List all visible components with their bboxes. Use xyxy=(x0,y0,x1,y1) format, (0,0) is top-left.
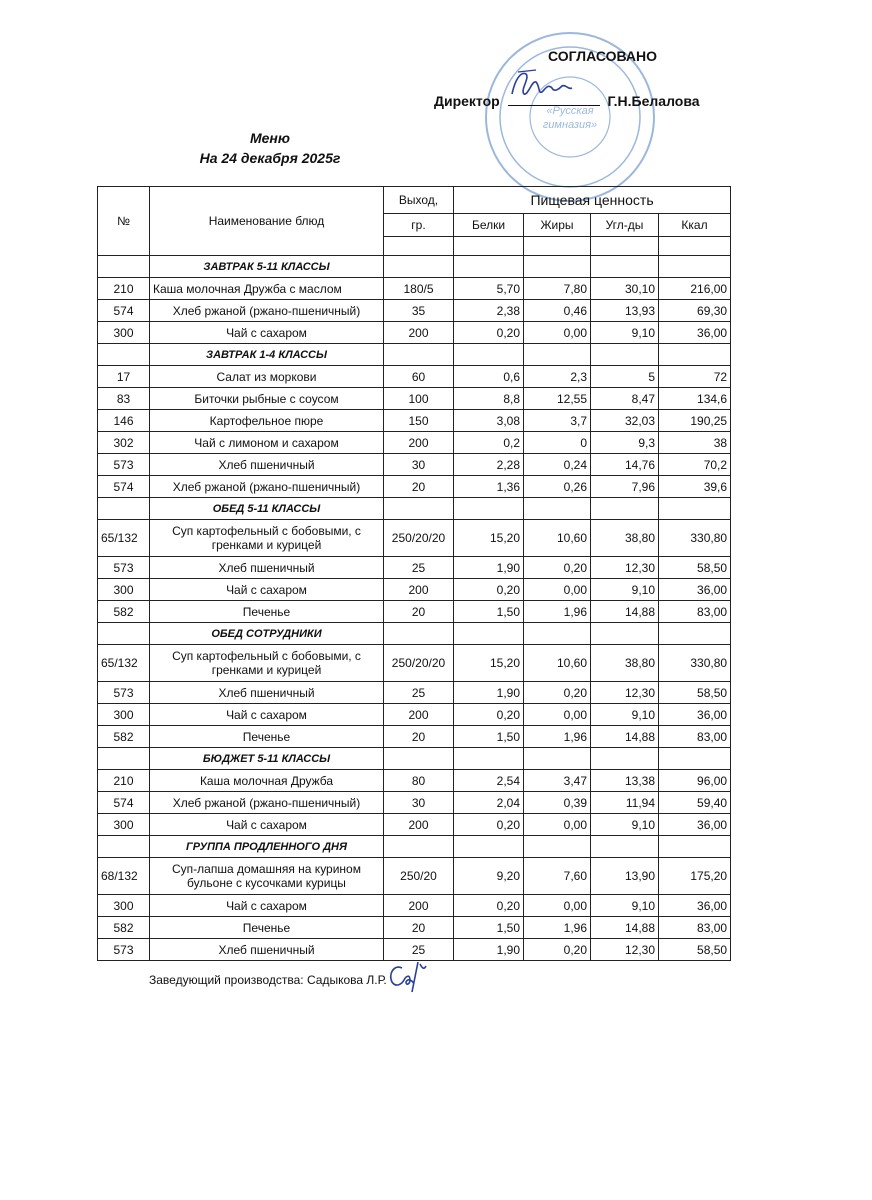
cell-name: Каша молочная Дружба xyxy=(150,770,384,792)
cell-output: 60 xyxy=(384,366,454,388)
cell-protein: 0,20 xyxy=(454,579,524,601)
cell-carbs: 9,10 xyxy=(591,814,659,836)
cell-output: 80 xyxy=(384,770,454,792)
empty-cell xyxy=(98,498,150,520)
cell-fat: 0,20 xyxy=(524,682,591,704)
cell-name: Чай с сахаром xyxy=(150,814,384,836)
cell-no: 573 xyxy=(98,682,150,704)
empty-cell xyxy=(454,256,524,278)
cell-fat: 0,39 xyxy=(524,792,591,814)
table-row xyxy=(98,792,731,814)
table-row xyxy=(98,557,731,579)
cell-carbs: 12,30 xyxy=(591,682,659,704)
cell-name: Суп картофельный с бобовыми, с гренками и курицей xyxy=(150,645,384,682)
empty-cell xyxy=(454,237,524,256)
cell-output: 20 xyxy=(384,726,454,748)
cell-output: 200 xyxy=(384,895,454,917)
cell-output: 250/20/20 xyxy=(384,645,454,682)
empty-cell xyxy=(384,344,454,366)
cell-carbs: 13,90 xyxy=(591,858,659,895)
cell-protein: 1,50 xyxy=(454,726,524,748)
cell-protein: 0,20 xyxy=(454,704,524,726)
empty-cell xyxy=(591,237,659,256)
empty-cell xyxy=(591,623,659,645)
cell-kcal: 330,80 xyxy=(659,520,731,557)
cell-fat: 1,96 xyxy=(524,917,591,939)
header-protein: Белки xyxy=(454,214,524,237)
cell-no: 210 xyxy=(98,278,150,300)
cell-output: 35 xyxy=(384,300,454,322)
cell-fat: 7,60 xyxy=(524,858,591,895)
section-row xyxy=(98,256,731,278)
table-row xyxy=(98,704,731,726)
cell-name: Печенье xyxy=(150,726,384,748)
menu-table xyxy=(97,186,731,961)
cell-kcal: 36,00 xyxy=(659,579,731,601)
cell-kcal: 58,50 xyxy=(659,682,731,704)
cell-protein: 0,6 xyxy=(454,366,524,388)
cell-fat: 10,60 xyxy=(524,520,591,557)
cell-no: 17 xyxy=(98,366,150,388)
empty-cell xyxy=(524,836,591,858)
cell-fat: 7,80 xyxy=(524,278,591,300)
cell-kcal: 58,50 xyxy=(659,939,731,961)
empty-cell xyxy=(384,237,454,256)
empty-cell xyxy=(384,836,454,858)
cell-name: Суп картофельный с бобовыми, с гренками и курицей xyxy=(150,520,384,557)
cell-fat: 0,46 xyxy=(524,300,591,322)
table-row xyxy=(98,366,731,388)
cell-fat: 1,96 xyxy=(524,726,591,748)
cell-no: 574 xyxy=(98,300,150,322)
cell-kcal: 175,20 xyxy=(659,858,731,895)
header-carbs: Угл-ды xyxy=(591,214,659,237)
cell-fat: 12,55 xyxy=(524,388,591,410)
cell-output: 20 xyxy=(384,601,454,623)
cell-fat: 0,00 xyxy=(524,895,591,917)
cell-carbs: 32,03 xyxy=(591,410,659,432)
cell-name: Чай с сахаром xyxy=(150,704,384,726)
empty-cell xyxy=(591,344,659,366)
cell-fat: 3,7 xyxy=(524,410,591,432)
empty-cell xyxy=(524,344,591,366)
cell-output: 20 xyxy=(384,476,454,498)
cell-name: Суп-лапша домашняя на курином бульоне с кусочками курицы xyxy=(150,858,384,895)
cell-output: 200 xyxy=(384,704,454,726)
cell-protein: 0,20 xyxy=(454,814,524,836)
cell-carbs: 9,3 xyxy=(591,432,659,454)
cell-carbs: 9,10 xyxy=(591,322,659,344)
section-title: ЗАВТРАК 1-4 КЛАССЫ xyxy=(150,344,384,366)
cell-kcal: 83,00 xyxy=(659,601,731,623)
cell-no: 68/132 xyxy=(98,858,150,895)
cell-output: 30 xyxy=(384,454,454,476)
cell-output: 100 xyxy=(384,388,454,410)
production-head-signature xyxy=(384,958,434,996)
cell-name: Чай с сахаром xyxy=(150,895,384,917)
cell-output: 25 xyxy=(384,682,454,704)
empty-cell xyxy=(524,748,591,770)
cell-protein: 1,90 xyxy=(454,939,524,961)
empty-cell xyxy=(454,836,524,858)
cell-kcal: 83,00 xyxy=(659,917,731,939)
empty-cell xyxy=(454,498,524,520)
cell-protein: 5,70 xyxy=(454,278,524,300)
cell-kcal: 39,6 xyxy=(659,476,731,498)
cell-no: 300 xyxy=(98,704,150,726)
cell-no: 300 xyxy=(98,895,150,917)
cell-carbs: 9,10 xyxy=(591,579,659,601)
cell-fat: 0,00 xyxy=(524,814,591,836)
table-row xyxy=(98,322,731,344)
table-row xyxy=(98,278,731,300)
empty-cell xyxy=(384,623,454,645)
section-row xyxy=(98,498,731,520)
cell-fat: 0,24 xyxy=(524,454,591,476)
cell-fat: 0 xyxy=(524,432,591,454)
cell-protein: 0,20 xyxy=(454,895,524,917)
cell-output: 150 xyxy=(384,410,454,432)
empty-cell xyxy=(591,748,659,770)
cell-protein: 0,2 xyxy=(454,432,524,454)
cell-carbs: 38,80 xyxy=(591,645,659,682)
cell-fat: 3,47 xyxy=(524,770,591,792)
cell-carbs: 11,94 xyxy=(591,792,659,814)
cell-name: Салат из моркови xyxy=(150,366,384,388)
cell-kcal: 190,25 xyxy=(659,410,731,432)
cell-name: Биточки рыбные с соусом xyxy=(150,388,384,410)
cell-name: Чай с лимоном и сахаром xyxy=(150,432,384,454)
cell-fat: 0,00 xyxy=(524,579,591,601)
cell-protein: 15,20 xyxy=(454,520,524,557)
empty-cell xyxy=(659,256,731,278)
empty-cell xyxy=(524,498,591,520)
cell-fat: 2,3 xyxy=(524,366,591,388)
table-row xyxy=(98,895,731,917)
section-row xyxy=(98,748,731,770)
seal-line-2: гимназия» xyxy=(542,119,598,131)
empty-cell xyxy=(591,256,659,278)
cell-name: Хлеб пшеничный xyxy=(150,682,384,704)
cell-no: 300 xyxy=(98,579,150,601)
cell-fat: 0,00 xyxy=(524,704,591,726)
cell-no: 300 xyxy=(98,814,150,836)
table-row xyxy=(98,454,731,476)
cell-name: Чай с сахаром xyxy=(150,579,384,601)
cell-kcal: 83,00 xyxy=(659,726,731,748)
cell-carbs: 14,88 xyxy=(591,601,659,623)
cell-no: 65/132 xyxy=(98,520,150,557)
table-row xyxy=(98,770,731,792)
cell-fat: 0,20 xyxy=(524,939,591,961)
cell-name: Чай с сахаром xyxy=(150,322,384,344)
cell-output: 25 xyxy=(384,557,454,579)
cell-name: Печенье xyxy=(150,601,384,623)
cell-output: 200 xyxy=(384,579,454,601)
cell-carbs: 13,93 xyxy=(591,300,659,322)
cell-protein: 2,28 xyxy=(454,454,524,476)
section-title: ГРУППА ПРОДЛЕННОГО ДНЯ xyxy=(150,836,384,858)
footer-text: Заведующий производства: Садыкова Л.Р. xyxy=(149,973,387,987)
cell-no: 210 xyxy=(98,770,150,792)
cell-carbs: 7,96 xyxy=(591,476,659,498)
table-row xyxy=(98,410,731,432)
cell-no: 582 xyxy=(98,601,150,623)
table-row xyxy=(98,300,731,322)
cell-protein: 15,20 xyxy=(454,645,524,682)
cell-no: 83 xyxy=(98,388,150,410)
director-signature xyxy=(506,66,576,106)
cell-kcal: 36,00 xyxy=(659,895,731,917)
empty-cell xyxy=(384,256,454,278)
cell-name: Хлеб пшеничный xyxy=(150,557,384,579)
cell-output: 30 xyxy=(384,792,454,814)
cell-fat: 1,96 xyxy=(524,601,591,623)
cell-name: Каша молочная Дружба с маслом xyxy=(150,278,384,300)
cell-carbs: 9,10 xyxy=(591,704,659,726)
cell-no: 302 xyxy=(98,432,150,454)
cell-fat: 0,26 xyxy=(524,476,591,498)
cell-kcal: 36,00 xyxy=(659,814,731,836)
cell-carbs: 8,47 xyxy=(591,388,659,410)
empty-cell xyxy=(659,748,731,770)
cell-kcal: 70,2 xyxy=(659,454,731,476)
empty-cell xyxy=(524,256,591,278)
cell-carbs: 14,88 xyxy=(591,917,659,939)
cell-kcal: 96,00 xyxy=(659,770,731,792)
cell-output: 250/20/20 xyxy=(384,520,454,557)
cell-carbs: 12,30 xyxy=(591,557,659,579)
cell-carbs: 12,30 xyxy=(591,939,659,961)
cell-no: 300 xyxy=(98,322,150,344)
cell-kcal: 134,6 xyxy=(659,388,731,410)
empty-cell xyxy=(98,344,150,366)
cell-kcal: 38 xyxy=(659,432,731,454)
cell-kcal: 59,40 xyxy=(659,792,731,814)
cell-output: 180/5 xyxy=(384,278,454,300)
cell-protein: 1,90 xyxy=(454,557,524,579)
empty-cell xyxy=(591,836,659,858)
table-row xyxy=(98,476,731,498)
cell-fat: 10,60 xyxy=(524,645,591,682)
empty-cell xyxy=(98,748,150,770)
empty-cell xyxy=(659,237,731,256)
director-name: Г.Н.Белалова xyxy=(607,93,700,109)
cell-protein: 8,8 xyxy=(454,388,524,410)
cell-carbs: 5 xyxy=(591,366,659,388)
cell-name: Хлеб ржаной (ржано-пшеничный) xyxy=(150,476,384,498)
header-fat: Жиры xyxy=(524,214,591,237)
table-row xyxy=(98,682,731,704)
cell-no: 574 xyxy=(98,792,150,814)
cell-output: 25 xyxy=(384,939,454,961)
section-row xyxy=(98,623,731,645)
cell-protein: 1,36 xyxy=(454,476,524,498)
director-label: Директор xyxy=(434,93,500,109)
cell-name: Хлеб пшеничный xyxy=(150,939,384,961)
empty-cell xyxy=(591,498,659,520)
header-nutrition: Пищевая ценность xyxy=(454,187,731,214)
cell-carbs: 30,10 xyxy=(591,278,659,300)
section-row xyxy=(98,344,731,366)
empty-cell xyxy=(384,748,454,770)
cell-carbs: 13,38 xyxy=(591,770,659,792)
cell-fat: 0,20 xyxy=(524,557,591,579)
empty-cell xyxy=(454,344,524,366)
header-name: Наименование блюд xyxy=(150,187,384,256)
cell-kcal: 330,80 xyxy=(659,645,731,682)
menu-heading xyxy=(180,128,360,168)
cell-fat: 0,00 xyxy=(524,322,591,344)
empty-cell xyxy=(454,748,524,770)
table-row xyxy=(98,726,731,748)
cell-name: Картофельное пюре xyxy=(150,410,384,432)
table-row xyxy=(98,579,731,601)
table-row xyxy=(98,814,731,836)
empty-cell xyxy=(98,256,150,278)
section-row xyxy=(98,836,731,858)
cell-no: 574 xyxy=(98,476,150,498)
table-header-row xyxy=(98,187,731,214)
cell-name: Хлеб ржаной (ржано-пшеничный) xyxy=(150,792,384,814)
table-row xyxy=(98,601,731,623)
cell-kcal: 58,50 xyxy=(659,557,731,579)
header-kcal: Ккал xyxy=(659,214,731,237)
cell-kcal: 72 xyxy=(659,366,731,388)
empty-cell xyxy=(659,498,731,520)
cell-protein: 2,54 xyxy=(454,770,524,792)
cell-output: 250/20 xyxy=(384,858,454,895)
cell-carbs: 9,10 xyxy=(591,895,659,917)
empty-cell xyxy=(524,623,591,645)
menu-date: На 24 декабря 2025г xyxy=(199,150,341,166)
cell-protein: 1,50 xyxy=(454,601,524,623)
menu-title: Меню xyxy=(249,130,290,146)
cell-kcal: 36,00 xyxy=(659,322,731,344)
approval-title: СОГЛАСОВАНО xyxy=(548,48,657,64)
cell-name: Хлеб пшеничный xyxy=(150,454,384,476)
cell-protein: 9,20 xyxy=(454,858,524,895)
cell-no: 573 xyxy=(98,454,150,476)
cell-protein: 3,08 xyxy=(454,410,524,432)
table-row xyxy=(98,388,731,410)
cell-protein: 1,50 xyxy=(454,917,524,939)
empty-cell xyxy=(659,623,731,645)
cell-output: 200 xyxy=(384,432,454,454)
table-row xyxy=(98,858,731,895)
cell-no: 573 xyxy=(98,939,150,961)
header-output: Выход, xyxy=(384,187,454,214)
cell-protein: 0,20 xyxy=(454,322,524,344)
cell-no: 146 xyxy=(98,410,150,432)
empty-cell xyxy=(384,498,454,520)
cell-output: 200 xyxy=(384,814,454,836)
cell-output: 200 xyxy=(384,322,454,344)
header-output-unit: гр. xyxy=(384,214,454,237)
empty-cell xyxy=(98,623,150,645)
cell-output: 20 xyxy=(384,917,454,939)
cell-kcal: 36,00 xyxy=(659,704,731,726)
empty-cell xyxy=(659,836,731,858)
empty-cell xyxy=(454,623,524,645)
section-title: ОБЕД 5-11 КЛАССЫ xyxy=(150,498,384,520)
section-title: БЮДЖЕТ 5-11 КЛАССЫ xyxy=(150,748,384,770)
table-row xyxy=(98,432,731,454)
cell-name: Хлеб ржаной (ржано-пшеничный) xyxy=(150,300,384,322)
cell-protein: 2,38 xyxy=(454,300,524,322)
table-row xyxy=(98,917,731,939)
cell-protein: 1,90 xyxy=(454,682,524,704)
cell-no: 65/132 xyxy=(98,645,150,682)
section-title: ЗАВТРАК 5-11 КЛАССЫ xyxy=(150,256,384,278)
cell-carbs: 14,88 xyxy=(591,726,659,748)
section-title: ОБЕД СОТРУДНИКИ xyxy=(150,623,384,645)
seal-line-1: «Русская xyxy=(546,105,594,117)
cell-name: Печенье xyxy=(150,917,384,939)
cell-kcal: 69,30 xyxy=(659,300,731,322)
cell-protein: 2,04 xyxy=(454,792,524,814)
empty-cell xyxy=(98,836,150,858)
empty-cell xyxy=(659,344,731,366)
cell-no: 582 xyxy=(98,726,150,748)
cell-no: 573 xyxy=(98,557,150,579)
cell-carbs: 14,76 xyxy=(591,454,659,476)
header-no: № xyxy=(98,187,150,256)
table-row xyxy=(98,520,731,557)
cell-kcal: 216,00 xyxy=(659,278,731,300)
table-row xyxy=(98,645,731,682)
cell-no: 582 xyxy=(98,917,150,939)
cell-carbs: 38,80 xyxy=(591,520,659,557)
empty-cell xyxy=(524,237,591,256)
